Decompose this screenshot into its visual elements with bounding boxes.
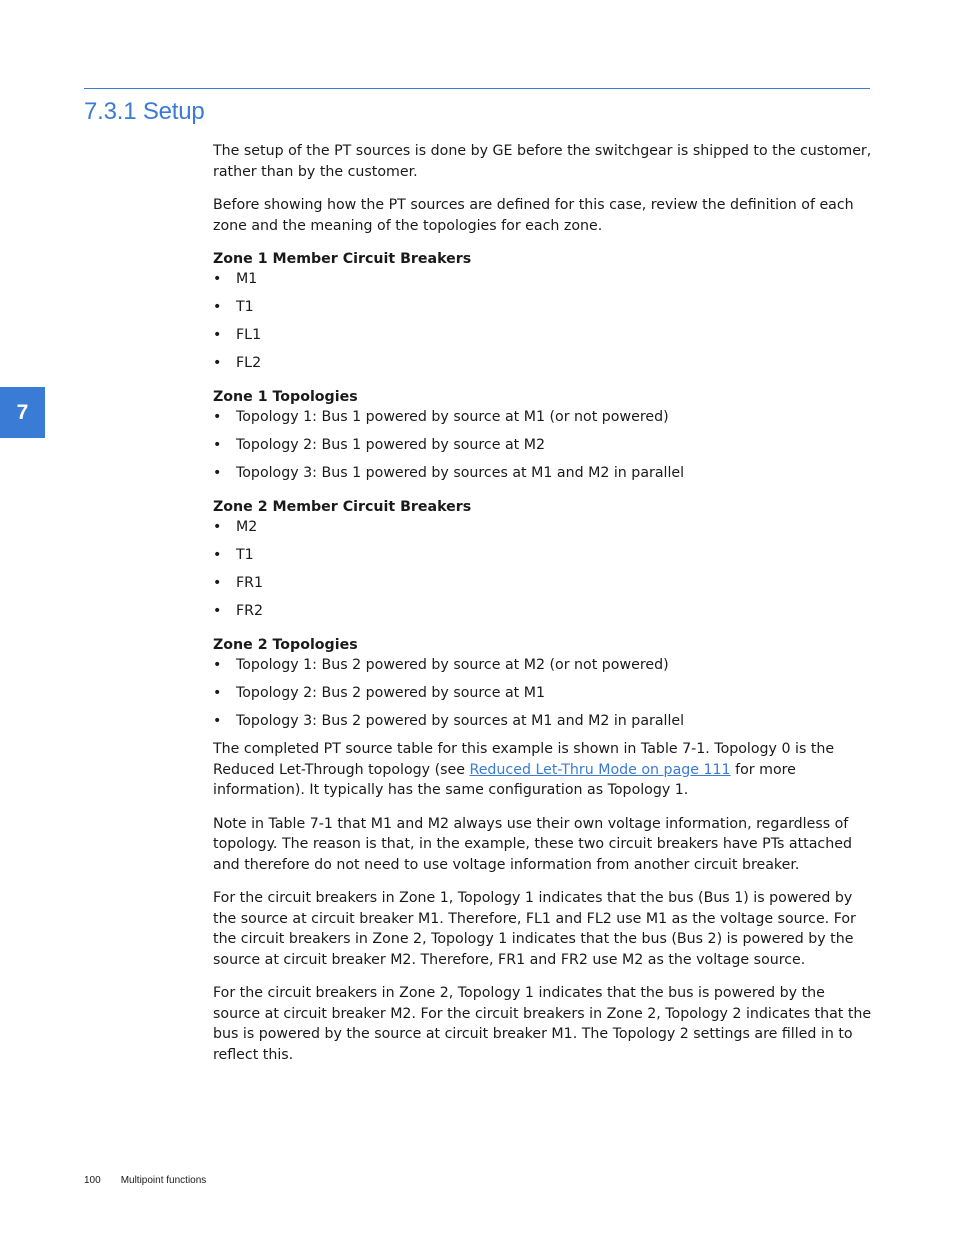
- bullet-icon: •: [213, 575, 222, 591]
- bullet-icon: •: [213, 713, 222, 729]
- list-item: • FR2: [213, 603, 264, 619]
- bullet-icon: •: [213, 603, 222, 619]
- bullet-icon: •: [213, 409, 222, 425]
- list-item: • Topology 1: Bus 1 powered by source at M1 (or not powered): [213, 409, 669, 425]
- list-item: • Topology 2: Bus 1 powered by source at M2: [213, 437, 545, 453]
- body-paragraph-4: For the circuit breakers in Zone 2, Topology 1 indicates that the bus is powered by the source at circuit breaker M2. For the circuit breakers in Zone 2, Topology 2 indicates that the bus is powered by the source at circuit breaker M1. The Topology 2 settings are filled in to reflect this.: [213, 985, 872, 1063]
- list-heading-zone2-members: Zone 2 Member Circuit Breakers: [213, 499, 472, 515]
- intro-paragraph-2: Before showing how the PT sources are defined for this case, review the definition of each zone and the meaning of the topologies for each zone.: [213, 197, 854, 234]
- footer-chapter-name: Multipoint functions: [120, 1175, 207, 1186]
- bullet-icon: •: [213, 437, 222, 453]
- zone2-members-list: [213, 517, 873, 621]
- list-item: • FL1: [213, 327, 262, 343]
- page-number: 100: [84, 1175, 101, 1186]
- list-heading-zone1-topologies: Zone 1 Topologies: [213, 389, 358, 405]
- bullet-icon: •: [213, 465, 222, 481]
- main-content: [213, 141, 873, 1078]
- page-footer: [84, 1175, 206, 1186]
- body-paragraph-2: Note in Table 7-1 that M1 and M2 always use their own voltage information, regardless of topology. The reason is that, in the example, these two circuit breakers have PTs attached and therefore do not need to use voltage information from another circuit breaker.: [213, 815, 852, 873]
- bullet-icon: •: [213, 519, 222, 535]
- chapter-tab[interactable]: 7: [0, 387, 45, 438]
- list-heading-zone2-topologies: Zone 2 Topologies: [213, 637, 358, 653]
- list-item: • FR1: [213, 575, 264, 591]
- body-paragraph-1: The completed PT source table for this example is shown in Table 7-1. Topology 0 is the Reduced Let-Through topology (see Reduced Let-Thru Mode on page 111 for more information). It typically has the same configuration as Topology 1.: [213, 741, 835, 798]
- list-item: • Topology 3: Bus 2 powered by sources at M1 and M2 in parallel: [213, 713, 685, 729]
- list-item: • T1: [213, 547, 254, 563]
- list-item: • Topology 3: Bus 1 powered by sources at M1 and M2 in parallel: [213, 465, 685, 481]
- list-item: • T1: [213, 299, 254, 315]
- reduced-let-thru-link[interactable]: Reduced Let-Thru Mode on page 111: [469, 761, 731, 778]
- zone2-topologies-list: [213, 655, 873, 731]
- list-item: • M2: [213, 519, 258, 535]
- bullet-icon: •: [213, 547, 222, 563]
- list-item: • Topology 2: Bus 2 powered by source at M1: [213, 685, 545, 701]
- list-item: • M1: [213, 271, 258, 287]
- intro-paragraph-1: The setup of the PT sources is done by GE before the switchgear is shipped to the customer, rather than by the customer.: [213, 143, 872, 180]
- bullet-icon: •: [213, 299, 222, 315]
- bullet-icon: •: [213, 657, 222, 673]
- list-item: • FL2: [213, 355, 262, 371]
- bullet-icon: •: [213, 271, 222, 287]
- list-item: • Topology 1: Bus 2 powered by source at M2 (or not powered): [213, 657, 669, 673]
- bullet-icon: •: [213, 327, 222, 343]
- section-title: 7.3.1 Setup: [84, 98, 205, 125]
- bullet-icon: •: [213, 355, 222, 371]
- zone1-topologies-list: [213, 407, 873, 483]
- bullet-icon: •: [213, 685, 222, 701]
- zone1-members-list: [213, 269, 873, 373]
- list-heading-zone1-members: Zone 1 Member Circuit Breakers: [213, 251, 472, 267]
- header-rule: [84, 88, 870, 89]
- body-paragraph-3: For the circuit breakers in Zone 1, Topology 1 indicates that the bus (Bus 1) is powered by the source at circuit breaker M1. Therefore, FL1 and FL2 use M1 as the voltage source. For the circuit breakers in Zone 2, Topology 1 indicates that the bus (Bus 2) is powered by the source at circuit breaker M2. Therefore, FR1 and FR2 use M2 as the voltage source.: [213, 890, 856, 968]
